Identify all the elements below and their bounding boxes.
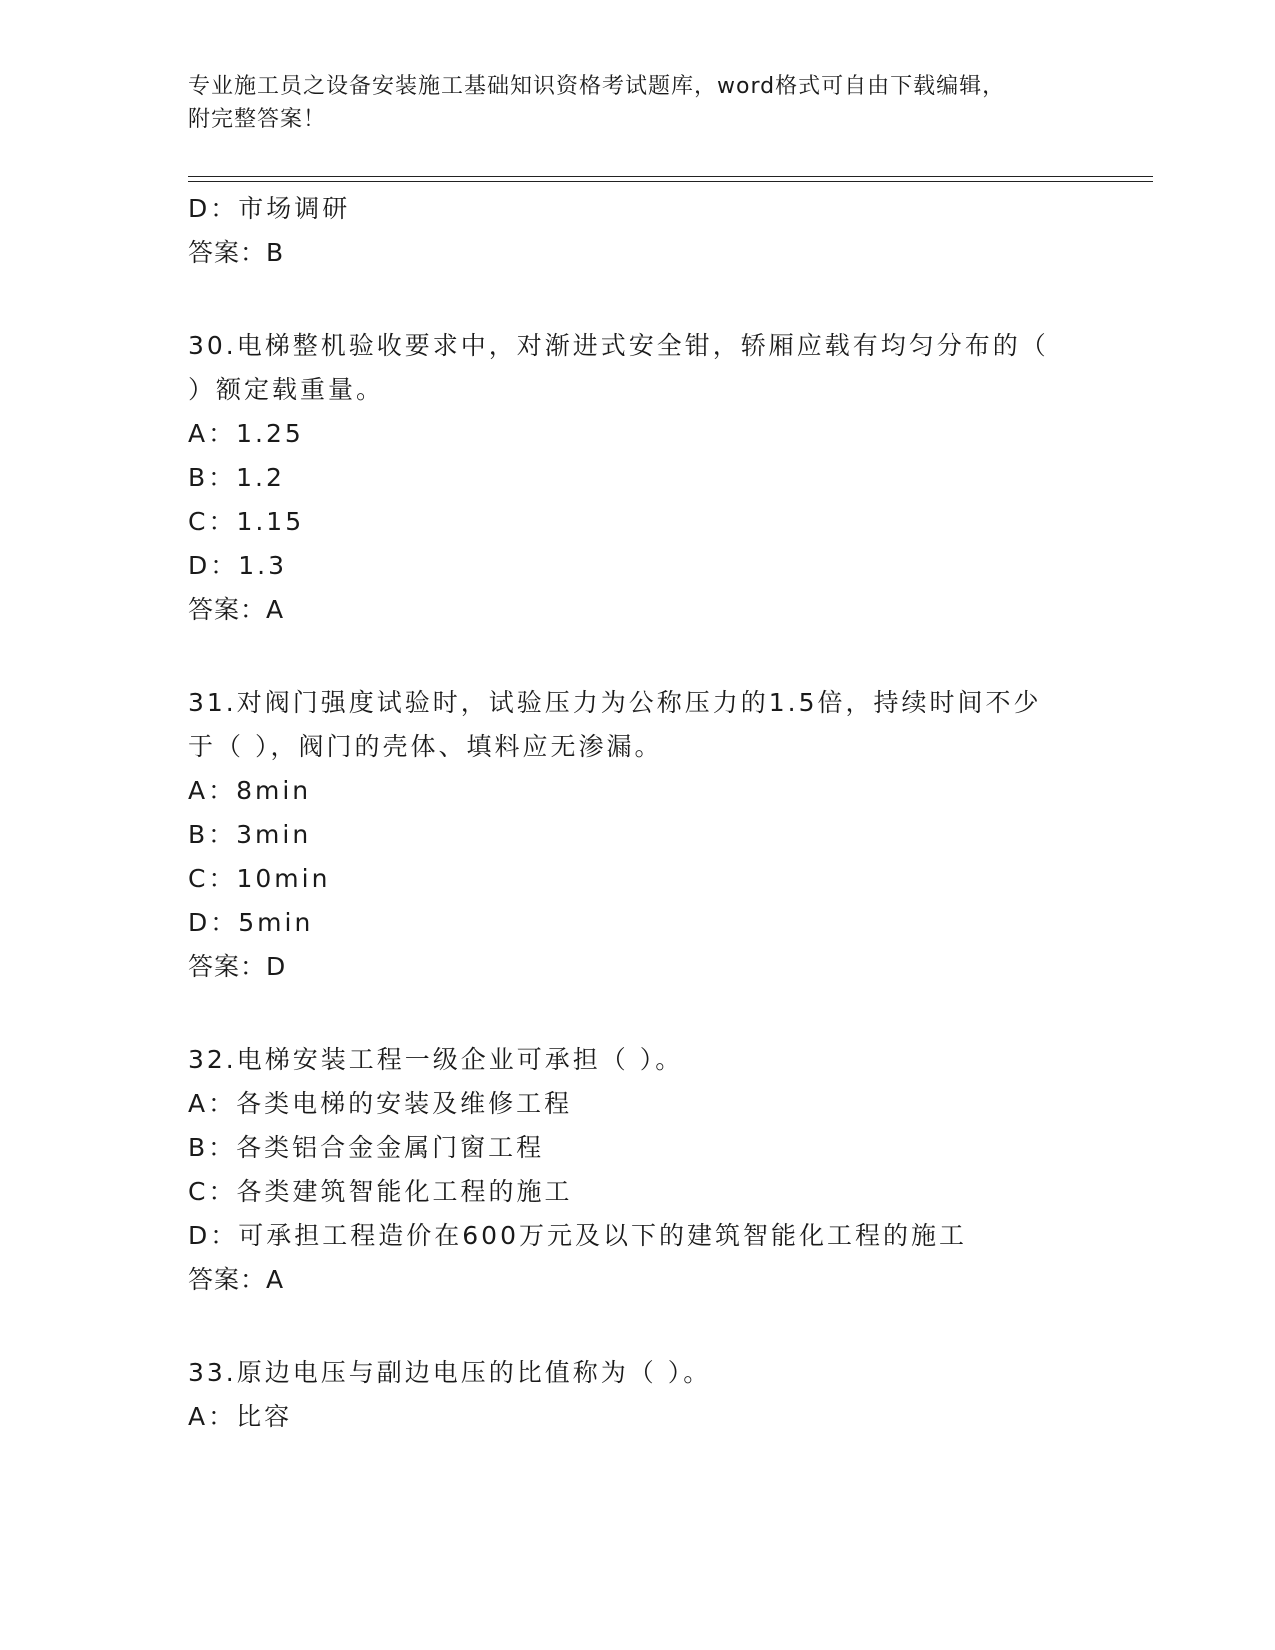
q32-option-c: C：各类建筑智能化工程的施工	[188, 1177, 573, 1206]
q31-answer: 答案：D	[188, 952, 287, 981]
q30-option-c: C：1.15	[188, 507, 305, 536]
header-rule-bottom	[188, 181, 1153, 182]
q32-option-b: B：各类铝合金金属门窗工程	[188, 1133, 545, 1162]
header-line-1: 专业施工员之设备安装施工基础知识资格考试题库，word格式可自由下载编辑，	[188, 74, 1006, 99]
q33-stem-line-1: 33.原边电压与副边电压的比值称为（ ）。	[188, 1358, 712, 1387]
document-header	[188, 70, 1088, 136]
q30-option-d: D：1.3	[188, 551, 288, 580]
prev-option-d: D：市场调研	[188, 194, 351, 223]
header-rule-top	[188, 176, 1153, 177]
prev-answer: 答案：B	[188, 238, 285, 267]
q30-option-a: A：1.25	[188, 419, 304, 448]
q30-stem-line-2: ）额定载重量。	[188, 375, 385, 404]
q32-option-d: D：可承担工程造价在600万元及以下的建筑智能化工程的施工	[188, 1221, 967, 1250]
q33-option-a: A：比容	[188, 1402, 293, 1431]
q32-stem-line-1: 32.电梯安装工程一级企业可承担（ ）。	[188, 1045, 684, 1074]
q32-answer: 答案：A	[188, 1265, 285, 1294]
q31-option-a: A：8min	[188, 776, 312, 805]
q30-option-b: B：1.2	[188, 463, 285, 492]
q31-stem-line-1: 31.对阀门强度试验时，试验压力为公称压力的1.5倍，持续时间不少	[188, 688, 1042, 717]
q31-option-b: B：3min	[188, 820, 312, 849]
q30-answer: 答案：A	[188, 595, 285, 624]
q30-stem-line-1: 30.电梯整机验收要求中，对渐进式安全钳，轿厢应载有均匀分布的（	[188, 331, 1049, 360]
q31-option-c: C：10min	[188, 864, 331, 893]
q31-option-d: D：5min	[188, 908, 314, 937]
header-line-2: 附完整答案！	[188, 107, 327, 132]
q32-option-a: A：各类电梯的安装及维修工程	[188, 1089, 573, 1118]
q31-stem-line-2: 于（ ），阀门的壳体、填料应无渗漏。	[188, 732, 663, 761]
